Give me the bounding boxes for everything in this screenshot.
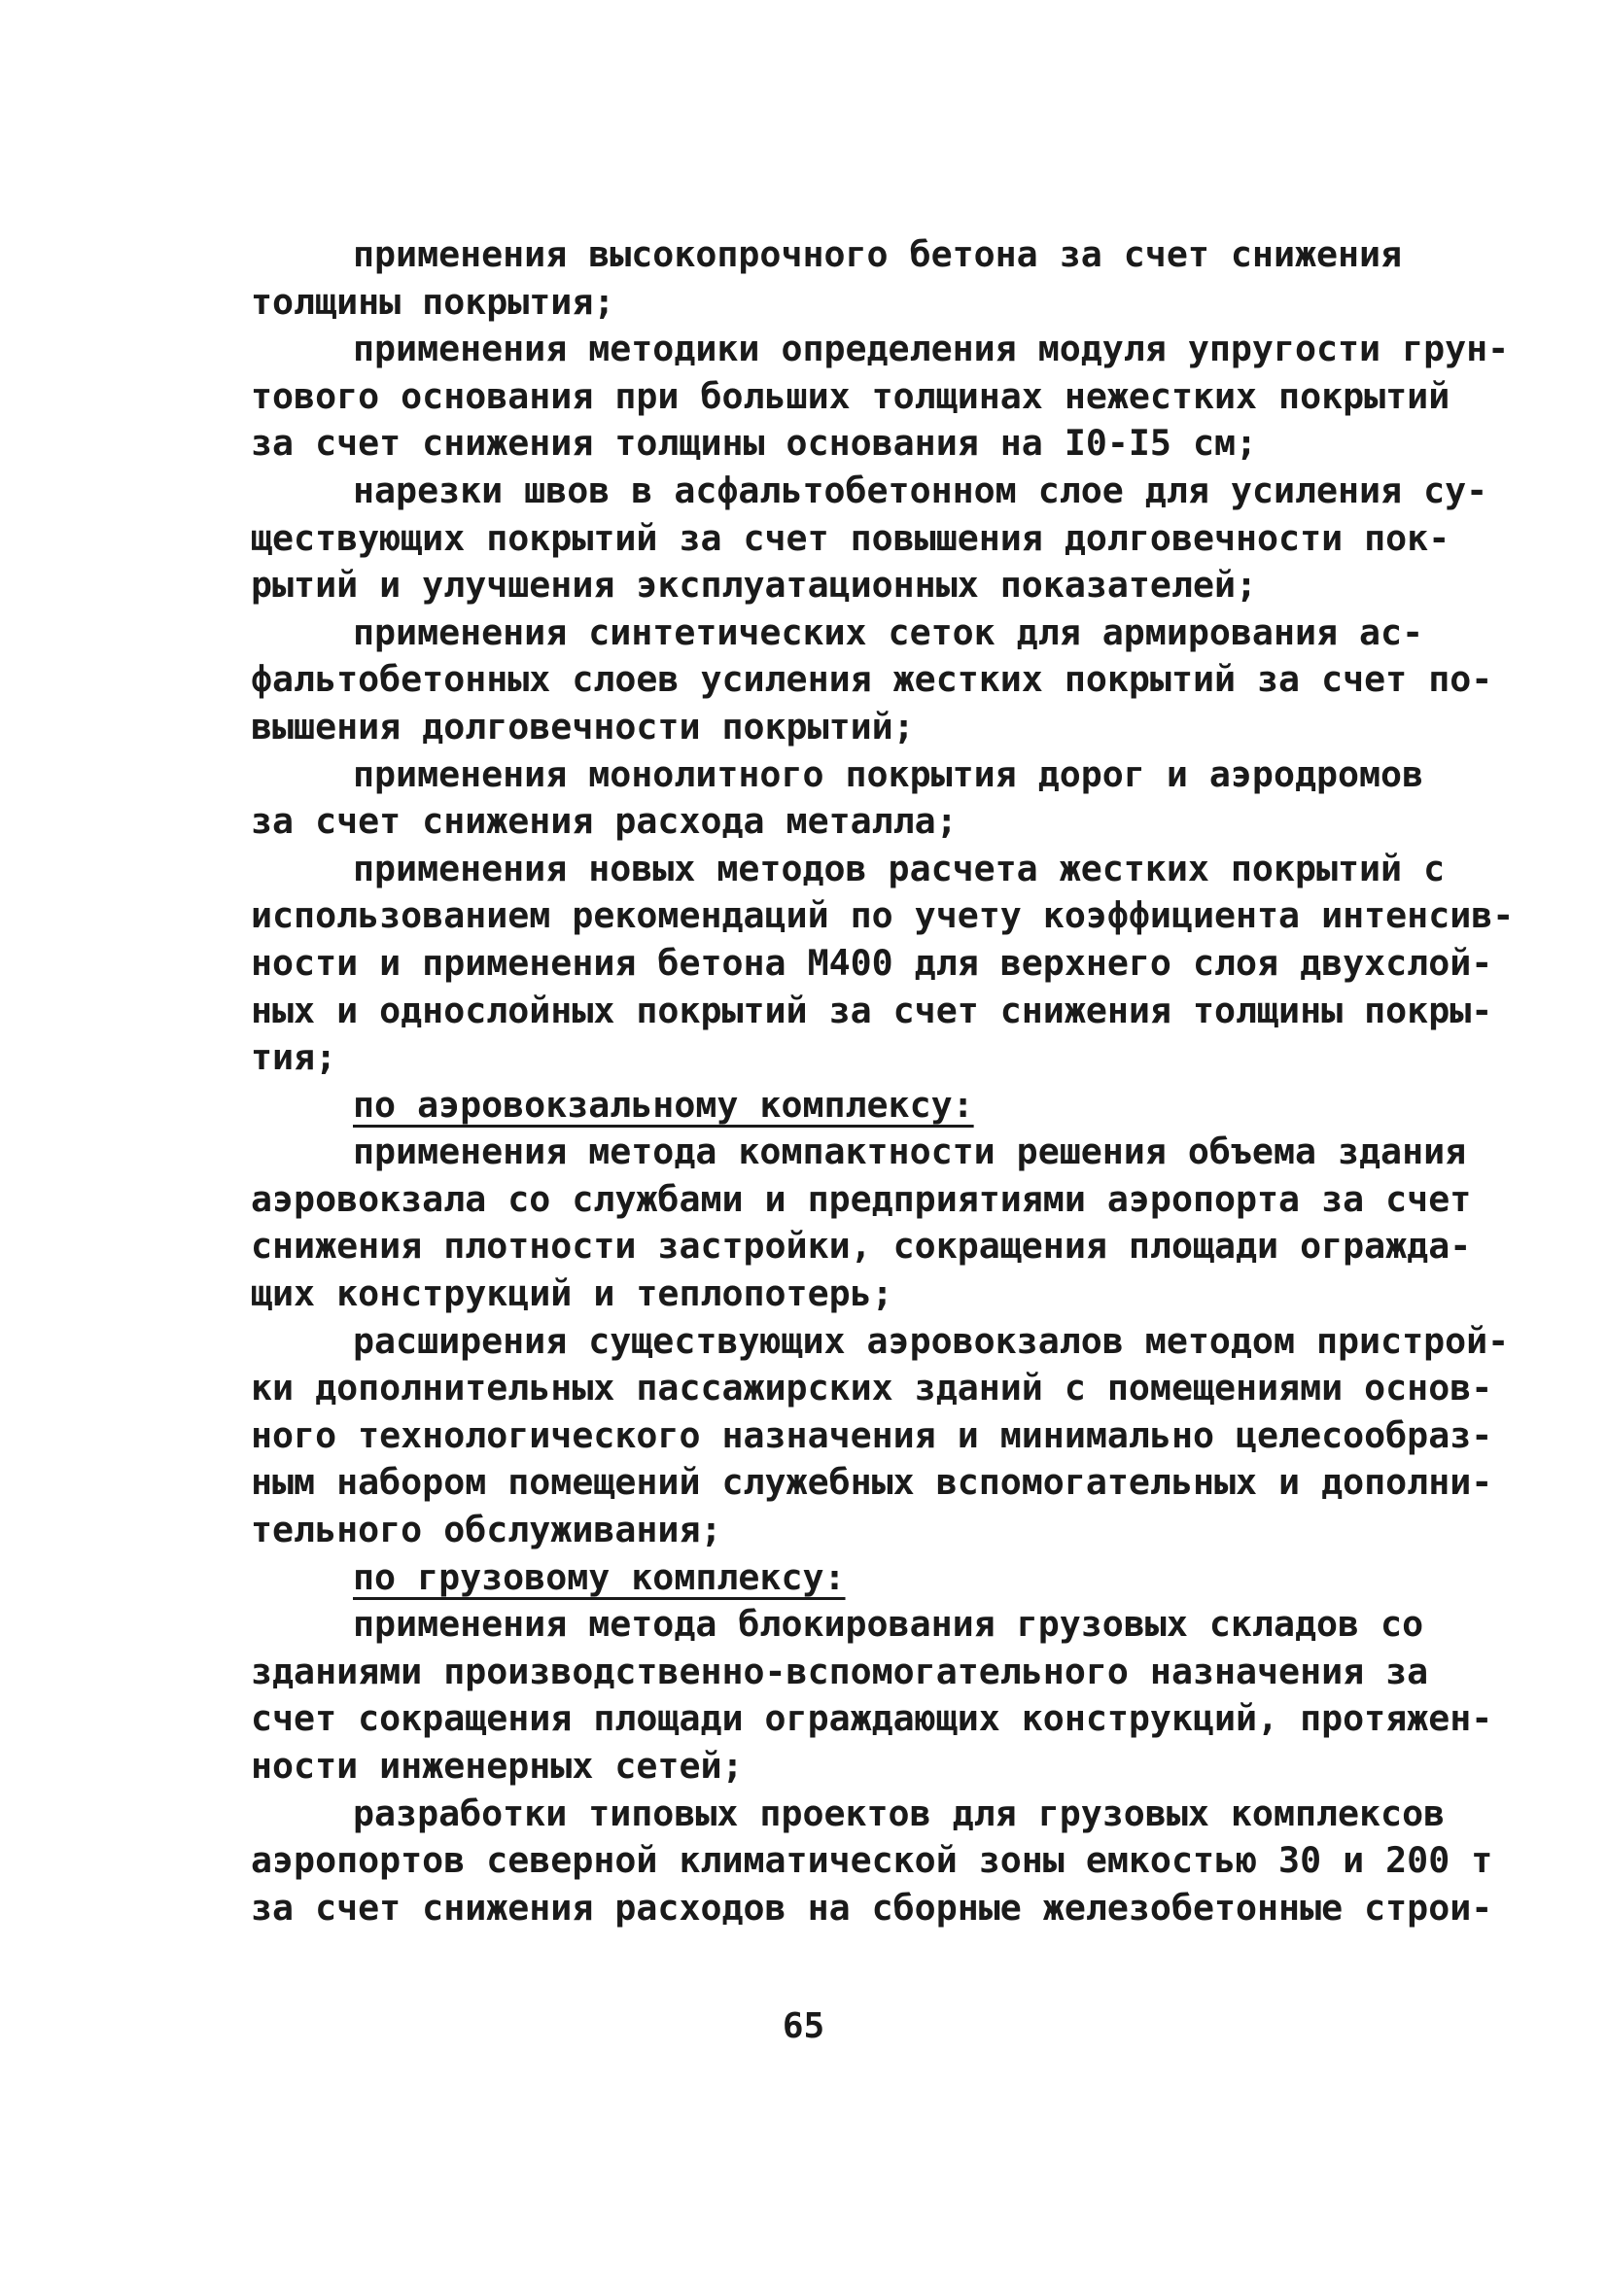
page-number: 65: [782, 2006, 825, 2046]
text-line: ществующих покрытий за счет повышения долговечности пок-: [251, 516, 1450, 559]
text-line: вышения долговечности покрытий;: [251, 705, 915, 748]
section-heading: [251, 1554, 1379, 1602]
text-line: зданиями производственно-вспомогательного назначения за: [251, 1650, 1429, 1692]
text-line: тия;: [251, 1036, 337, 1079]
text-line: щих конструкций и теплопотерь;: [251, 1272, 893, 1315]
text-line: аэровокзала со службами и предприятиями аэропорта за счет: [251, 1177, 1472, 1220]
text-line: применения синтетических сеток для армирования ас-: [353, 610, 1424, 653]
text-line: ности и применения бетона М400 для верхнего слоя двухслой-: [251, 941, 1493, 984]
text-line: ки дополнительных пассажирских зданий с помещениями основ-: [251, 1367, 1493, 1409]
text-line: применения высокопрочного бетона за счет снижения: [353, 233, 1403, 275]
text-line: счет сокращения площади ограждающих конструкций, протяжен-: [251, 1697, 1493, 1740]
text-line: толщины покрытия;: [251, 280, 615, 323]
text-line: за счет снижения расхода металла;: [251, 800, 958, 843]
section-heading: [251, 1082, 1379, 1130]
text-line: ным набором помещений служебных вспомогательных и дополни-: [251, 1461, 1493, 1504]
text-line: за счет снижения расходов на сборные железобетонные строи-: [251, 1886, 1493, 1929]
section-heading-text: по грузовому комплексу:: [353, 1555, 846, 1598]
text-line: ности инженерных сетей;: [251, 1745, 744, 1787]
text-line: тового основания при больших толщинах нежестких покрытий: [251, 374, 1450, 417]
text-line: ного технологического назначения и минимально целесообраз-: [251, 1413, 1493, 1456]
text-line: нарезки швов в асфальтобетонном слое для усиления су-: [353, 469, 1488, 511]
text-line: фальтобетонных слоев усиления жестких покрытий за счет по-: [251, 658, 1493, 701]
text-line: расширения существующих аэровокзалов методом пристрой-: [353, 1319, 1510, 1362]
text-line: ных и однослойных покрытий за счет снижения толщины покры-: [251, 989, 1493, 1031]
text-line: снижения плотности застройки, сокращения площади огражда-: [251, 1225, 1472, 1268]
text-line: рытий и улучшения эксплуатационных показателей;: [251, 564, 1258, 607]
body-text: [251, 231, 1515, 1931]
text-line: применения метода компактности решения объема здания: [353, 1131, 1467, 1173]
text-line: разработки типовых проектов для грузовых комплексов: [353, 1792, 1446, 1834]
text-line: за счет снижения толщины основания на I0-I5 см;: [251, 422, 1258, 465]
text-line: аэропортов северной климатической зоны емкостью 30 и 200 т: [251, 1839, 1493, 1882]
text-line: применения метода блокирования грузовых складов со: [353, 1603, 1424, 1646]
text-line: применения новых методов расчета жестких покрытий с: [353, 847, 1446, 889]
text-line: использованием рекомендаций по учету коэффициента интенсив-: [251, 894, 1515, 937]
text-line: применения методики определения модуля упругости грун-: [353, 328, 1510, 370]
text-line: тельного обслуживания;: [251, 1509, 722, 1551]
text-line: применения монолитного покрытия дорог и аэродромов: [353, 752, 1424, 795]
section-heading-text: по аэровокзальному комплексу:: [353, 1083, 974, 1126]
